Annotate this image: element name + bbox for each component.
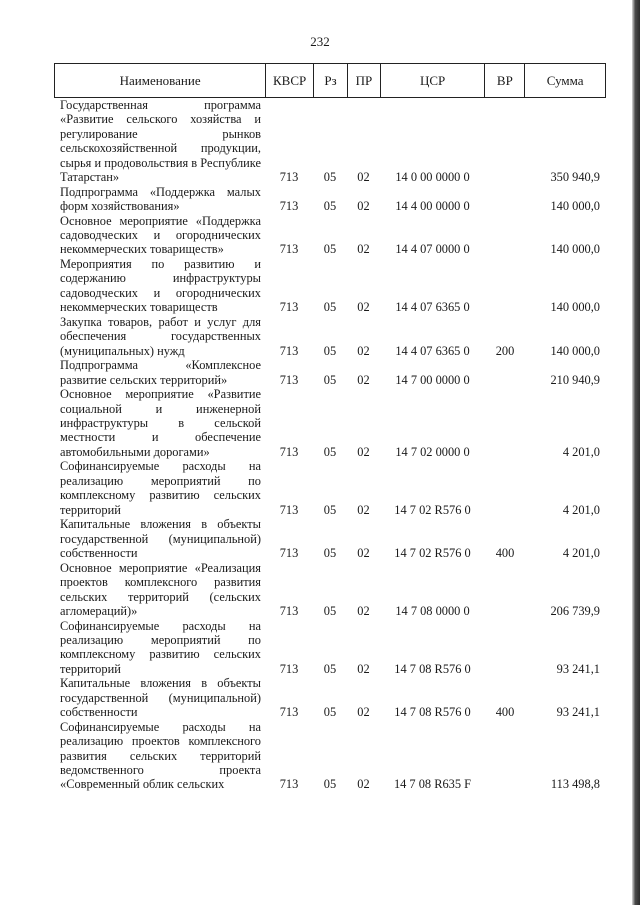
row-csr: 14 4 07 6365 0	[395, 343, 470, 358]
row-vr: 400	[495, 546, 515, 561]
row-kvsr: 713	[279, 444, 299, 459]
row-name: Подпрограмма «Комплексное развитие сельских территорий»	[60, 358, 261, 387]
header-csr: ЦСР	[380, 64, 485, 97]
row-csr: 14 7 08 R635 F	[393, 777, 472, 792]
row-sum: 93 241,1	[556, 661, 600, 676]
row-kvsr: 713	[279, 661, 299, 676]
row-pr: 02	[357, 502, 370, 517]
row-name: Основное мероприятие «Реализация проектов комплексного развития сельских территорий (сельских агломераций)»	[60, 560, 261, 618]
table-row	[54, 214, 606, 257]
table-row	[54, 257, 606, 315]
header-sum: Сумма	[524, 64, 605, 97]
row-pr: 02	[357, 705, 370, 720]
row-rz: 05	[323, 546, 337, 561]
row-sum: 4 201,0	[562, 502, 600, 517]
row-pr: 02	[357, 603, 370, 618]
row-kvsr: 713	[279, 777, 299, 792]
row-kvsr: 713	[279, 199, 299, 214]
table-body	[54, 98, 606, 792]
row-kvsr: 713	[279, 603, 299, 618]
row-csr: 14 7 00 0000 0	[395, 372, 470, 387]
table-row	[54, 358, 606, 387]
row-pr: 02	[357, 300, 370, 315]
row-pr: 02	[357, 372, 370, 387]
row-kvsr: 713	[279, 705, 299, 720]
row-pr: 02	[357, 777, 370, 792]
row-rz: 05	[323, 444, 337, 459]
row-csr: 14 7 08 0000 0	[395, 603, 470, 618]
header-pr: ПР	[347, 64, 380, 97]
row-rz: 05	[323, 300, 337, 315]
row-rz: 05	[323, 777, 337, 792]
row-csr: 14 7 08 R576 0	[394, 661, 471, 676]
row-sum: 140 000,0	[550, 300, 600, 315]
table-row	[54, 619, 606, 677]
table-row	[54, 315, 606, 358]
table-row	[54, 387, 606, 459]
row-pr: 02	[357, 199, 370, 214]
row-name: Основное мероприятие «Поддержка садоводческих и огороднических некоммерческих товариществ»	[60, 213, 261, 257]
row-csr: 14 7 02 0000 0	[395, 444, 470, 459]
row-rz: 05	[323, 343, 337, 358]
row-pr: 02	[357, 546, 370, 561]
scan-page-edge	[632, 0, 640, 905]
row-rz: 05	[323, 603, 337, 618]
header-rz: Рз	[313, 64, 347, 97]
row-name: Подпрограмма «Поддержка малых форм хозяйствования»	[60, 184, 261, 214]
row-rz: 05	[323, 199, 337, 214]
table-row	[54, 459, 606, 517]
header-name: Наименование	[119, 72, 201, 88]
row-name: Мероприятия по развитию и содержанию инфраструктуры садоводческих и огороднических некоммерческих товариществ	[60, 257, 261, 315]
row-rz: 05	[323, 242, 337, 257]
table-row	[54, 561, 606, 619]
row-name: Софинансируемые расходы на реализацию проектов комплексного развития сельских территорий ведомственного проекта «Современный облик сельских	[60, 719, 261, 792]
row-pr: 02	[357, 242, 370, 257]
row-csr: 14 7 02 R576 0	[394, 546, 471, 561]
row-sum: 350 940,9	[550, 170, 600, 185]
row-sum: 4 201,0	[562, 444, 600, 459]
row-rz: 05	[323, 661, 337, 676]
row-pr: 02	[357, 343, 370, 358]
table-row	[54, 720, 606, 792]
row-name: Капитальные вложения в объекты государственной (муниципальной) собственности	[60, 517, 261, 561]
row-sum: 140 000,0	[550, 199, 600, 214]
page-number: 232	[310, 34, 330, 49]
row-kvsr: 713	[279, 170, 299, 185]
row-csr: 14 0 00 0000 0	[395, 170, 470, 185]
header-kvsr: КВСР	[265, 64, 313, 97]
row-sum: 206 739,9	[550, 603, 600, 618]
table-row	[54, 676, 606, 719]
row-sum: 140 000,0	[550, 242, 600, 257]
row-pr: 02	[357, 661, 370, 676]
row-name: Закупка товаров, работ и услуг для обеспечения государственных (муниципальных) нужд	[60, 314, 261, 358]
row-csr: 14 7 08 R576 0	[394, 705, 471, 720]
header-vr: ВР	[484, 64, 524, 97]
row-csr: 14 4 00 0000 0	[395, 199, 470, 214]
row-vr: 200	[495, 343, 515, 358]
row-kvsr: 713	[279, 372, 299, 387]
table-row	[54, 517, 606, 560]
row-kvsr: 713	[279, 300, 299, 315]
row-sum: 210 940,9	[550, 372, 600, 387]
row-name: Капитальные вложения в объекты государственной (муниципальной) собственности	[60, 676, 261, 720]
table-row	[54, 185, 606, 214]
row-rz: 05	[323, 372, 337, 387]
table-row	[54, 98, 606, 184]
row-csr: 14 4 07 0000 0	[395, 242, 470, 257]
row-csr: 14 7 02 R576 0	[394, 502, 471, 517]
row-kvsr: 713	[279, 546, 299, 561]
row-pr: 02	[357, 444, 370, 459]
row-rz: 05	[323, 502, 337, 517]
row-pr: 02	[357, 170, 370, 185]
row-kvsr: 713	[279, 343, 299, 358]
row-rz: 05	[323, 705, 337, 720]
row-vr: 400	[495, 705, 515, 720]
row-sum: 113 498,8	[550, 777, 600, 792]
row-name: Софинансируемые расходы на реализацию мероприятий по комплексному развитию сельских территорий	[60, 459, 261, 517]
row-name: Государственная программа «Развитие сельского хозяйства и регулирование рынков сельскохозяйственной продукции, сырья и продовольствия в Республике Татарстан»	[60, 98, 261, 185]
row-sum: 4 201,0	[562, 546, 600, 561]
row-rz: 05	[323, 170, 337, 185]
row-name: Основное мероприятие «Развитие социальной и инженерной инфраструктуры в сельской местности и обеспечение автомобильными дорогами»	[60, 387, 261, 459]
row-sum: 140 000,0	[550, 343, 600, 358]
row-name: Софинансируемые расходы на реализацию мероприятий по комплексному развитию сельских территорий	[60, 618, 261, 676]
row-csr: 14 4 07 6365 0	[395, 300, 470, 315]
row-sum: 93 241,1	[556, 705, 600, 720]
row-kvsr: 713	[279, 502, 299, 517]
table-header	[54, 63, 606, 98]
row-kvsr: 713	[279, 242, 299, 257]
